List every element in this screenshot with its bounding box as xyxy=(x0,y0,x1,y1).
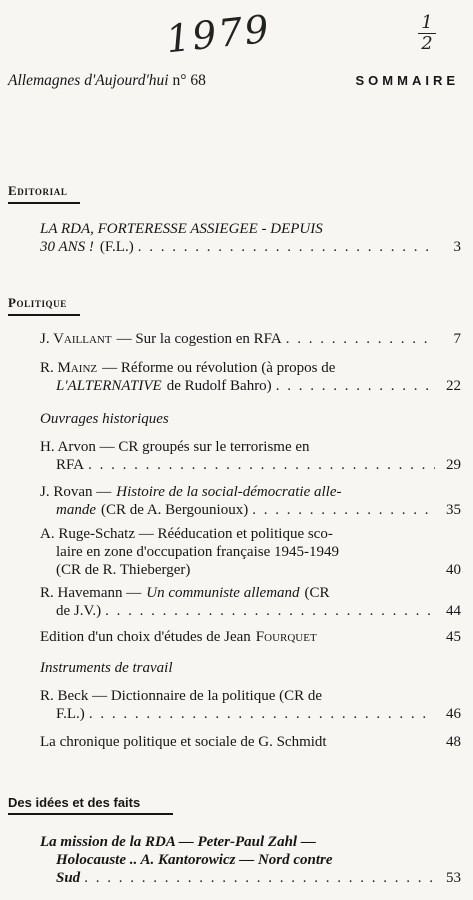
entry-title: — Réforme ou révolution (à propos de xyxy=(102,360,336,376)
entry-title-cont: de Rudolf Bahro) xyxy=(166,378,272,394)
entry-credit: (CR xyxy=(304,585,330,601)
leader-dots xyxy=(89,705,435,723)
toc-entry-fourquet[interactable] xyxy=(40,628,461,646)
toc-entry-ruge-schatz[interactable] xyxy=(40,525,461,579)
toc-entry-vaillant[interactable] xyxy=(40,330,461,348)
entry-author-name: Fourquet xyxy=(255,629,317,645)
toc-entry-arvon[interactable] xyxy=(40,438,461,474)
entry-title-cont: RFA xyxy=(56,457,85,473)
page-number: 46 xyxy=(446,706,461,722)
entry-author: R. Mainz xyxy=(40,360,98,376)
page-number: 40 xyxy=(446,562,461,578)
entry-title-italic: L'ALTERNATIVE xyxy=(56,378,162,394)
handwritten-year: 1979 xyxy=(163,6,273,62)
leader-dots xyxy=(286,330,435,348)
section-heading: Editorial xyxy=(8,183,68,198)
entry-title-cont: Holocauste .. A. Kantorowicz — Nord contre xyxy=(56,852,333,868)
leader-dots xyxy=(276,377,435,395)
fraction-denominator: 2 xyxy=(421,33,433,54)
section-politique xyxy=(8,295,80,316)
page-number: 53 xyxy=(446,870,461,886)
toc-entry-rovan[interactable] xyxy=(40,483,461,519)
entry-credit: (CR de A. Bergounioux) xyxy=(101,502,249,518)
section-heading: Des idées et des faits xyxy=(8,795,141,810)
entry-title: LA RDA, FORTERESSE ASSIEGEE - DEPUIS xyxy=(40,221,323,237)
page-number: 29 xyxy=(446,457,461,473)
toc-entry-beck[interactable] xyxy=(40,687,461,723)
section-idees-faits xyxy=(8,795,173,815)
section-rule xyxy=(8,314,80,316)
entry-title: A. Ruge-Schatz — Rééducation et politique sco- xyxy=(40,526,333,542)
entry-title-cont: 30 ANS ! xyxy=(40,239,94,255)
page-number: 22 xyxy=(446,378,461,394)
entry-title: Edition d'un choix d'études de Jean xyxy=(40,629,251,645)
toc-entry-mainz[interactable] xyxy=(40,359,461,395)
entry-credit: F.L.) xyxy=(56,706,85,722)
section-rule xyxy=(8,813,173,815)
page-number: 7 xyxy=(453,331,461,347)
journal-name: Allemagnes d'Aujourd'hui xyxy=(8,72,169,89)
entry-title-cont2: Sud xyxy=(56,870,81,886)
handwritten-fraction xyxy=(418,14,436,53)
entry-author: R. Havemann — xyxy=(40,585,142,601)
toc-entry-havemann[interactable] xyxy=(40,584,461,620)
leader-dots xyxy=(252,501,435,519)
entry-author: J. Vaillant xyxy=(40,331,112,347)
leader-dots xyxy=(84,869,435,887)
section-editorial xyxy=(8,183,80,204)
journal-title xyxy=(8,72,206,90)
subsection-ouvrages: Ouvrages historiques xyxy=(40,411,169,427)
entry-credit-cont: de J.V.) xyxy=(56,603,102,619)
page-number: 3 xyxy=(453,239,461,255)
leader-dots xyxy=(88,456,435,474)
entry-title-italic-cont: mande xyxy=(56,502,96,518)
toc-entry-mission-rda[interactable] xyxy=(40,833,461,887)
entry-title: H. Arvon — CR groupés sur le terrorisme en xyxy=(40,439,310,455)
page-number: 35 xyxy=(446,502,461,518)
issue-number: 68 xyxy=(190,72,206,89)
entry-title-italic: Histoire de la social-démocratie alle- xyxy=(116,484,342,500)
section-rule xyxy=(8,202,80,204)
page-number: 44 xyxy=(446,603,461,619)
entry-title: La chronique politique et sociale de G. Schmidt xyxy=(40,734,327,750)
entry-title: — Sur la cogestion en RFA xyxy=(116,331,282,347)
entry-title: R. Beck — Dictionnaire de la politique (CR de xyxy=(40,688,323,704)
issue-prefix: n° xyxy=(172,72,187,89)
leader-dots xyxy=(105,602,435,620)
leader-dots xyxy=(138,238,435,256)
fraction-numerator: 1 xyxy=(421,12,433,33)
page-number: 45 xyxy=(446,629,461,645)
toc-entry-schmidt[interactable] xyxy=(40,733,461,751)
section-heading: Politique xyxy=(8,295,67,310)
subsection-instruments: Instruments de travail xyxy=(40,660,173,676)
entry-title-cont: laire en zone d'occupation française 1945-1949 xyxy=(56,544,340,560)
toc-entry-editorial[interactable] xyxy=(40,220,461,256)
entry-title-italic: Un communiste allemand xyxy=(146,585,300,601)
entry-author: J. Rovan — xyxy=(40,484,112,500)
entry-credit: (F.L.) xyxy=(99,239,134,255)
page-number: 48 xyxy=(446,734,461,750)
sommaire-heading: SOMMAIRE xyxy=(355,73,459,88)
entry-credit: (CR de R. Thieberger) xyxy=(56,562,191,578)
entry-title: La mission de la RDA — Peter-Paul Zahl — xyxy=(40,834,316,850)
